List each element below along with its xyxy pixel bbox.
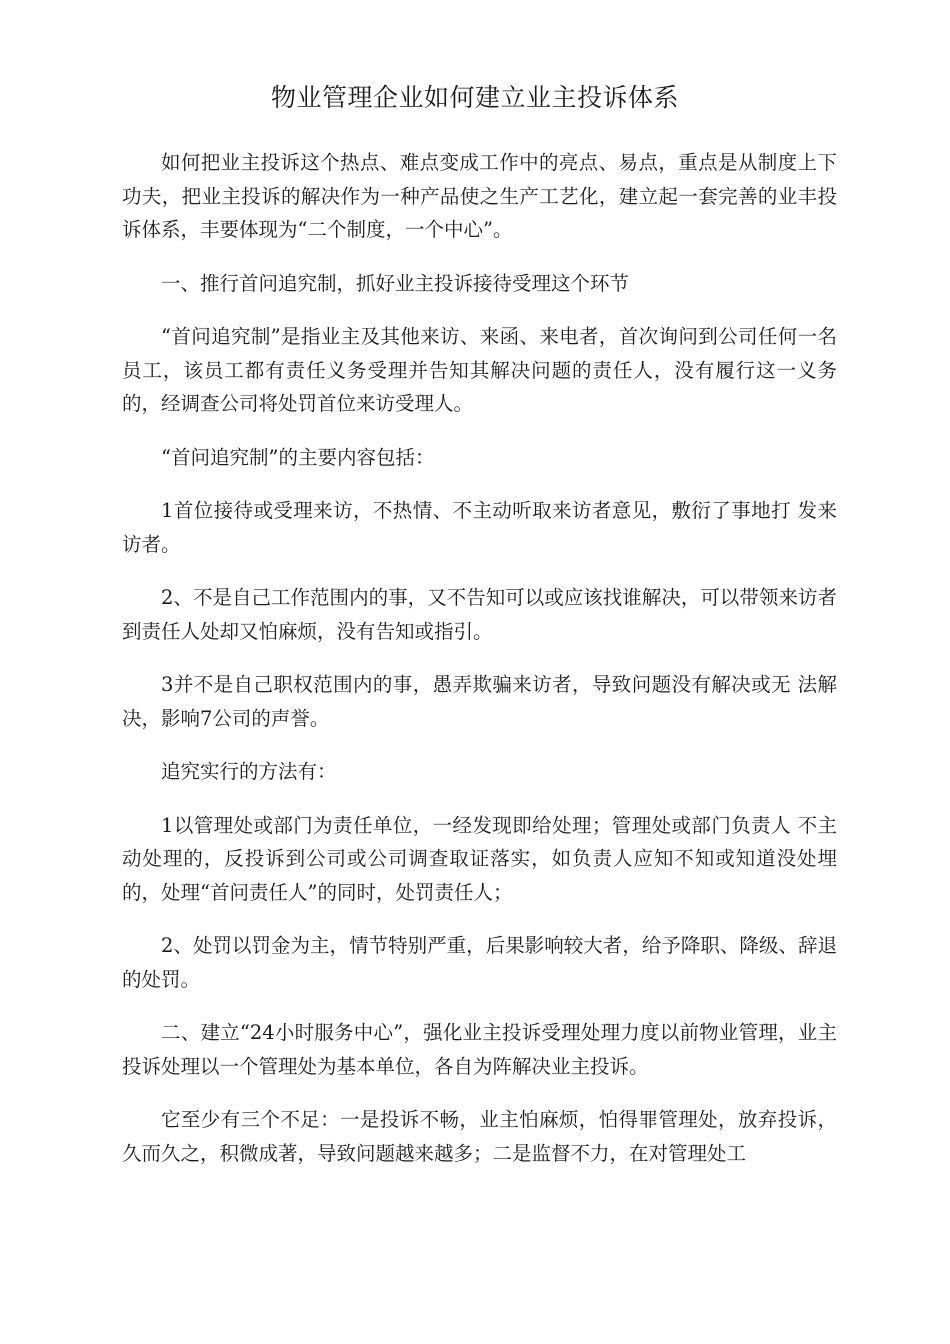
list-item: 1以管理处或部门为责任单位，一经发现即给处理；管理处或部门负责人 不主动处理的，反投诉到公司或公司调查取证落实，如负责人应知不知或知道没处埋的，处理“首问责任人”的同时，处罚责任人； bbox=[122, 813, 837, 904]
list-item: 2、不是自己工作范围内的事，又不告知可以或应该找谁解决，可以带领来访者到责任人处却又怕麻烦，没有告知或指引。 bbox=[122, 586, 837, 643]
document-body bbox=[122, 146, 837, 1190]
paragraph: “首问追究制”是指业主及其他来访、来函、来电者，首次询问到公司任何一名员工，该员工都有责任义务受理并告知其解决问题的责任人，没有履行这一义务的，经调查公司将处罚首位来访受理人。 bbox=[122, 325, 837, 415]
paragraph: 如何把业主投诉这个热点、难点变成工作中的亮点、易点，重点是从制度上下功夫，把业主投诉的解决作为一种产品使之生产工艺化，建立起一套完善的业丰投诉体系，丰要体现为“二个制度，一个中心”。 bbox=[122, 151, 837, 241]
document-title: 物业管理企业如何建立业主投诉体系 bbox=[270, 83, 679, 112]
list-item: 2、处罚以罚金为主，情节特别严重，后果影响较大者，给予降职、降级、辞退的处罚。 bbox=[122, 934, 837, 991]
list-item: 3并不是自己职权范围内的事，愚弄欺骗来访者，导致问题没有解决或无 法解决，影响7公司的声誉。 bbox=[122, 673, 837, 730]
paragraph: 追究实行的方法有： bbox=[161, 760, 337, 783]
section-heading: 一、推行首问追究制，抓好业主投诉接待受理这个环节 bbox=[161, 271, 630, 295]
list-item: 1首位接待或受理来访，不热情、不主动听取来访者意见，敷衍了事地打 发来访者。 bbox=[122, 499, 837, 556]
paragraph: 它至少有三个不足：一是投诉不畅，业主怕麻烦，怕得罪管理处，放弃投诉， 久而久之，积微成著，导致问题越来越多；二是监督不力，在对管理处工 bbox=[122, 1108, 837, 1165]
paragraph: “首问追究制”的主要内容包括： bbox=[161, 445, 435, 469]
section-heading: 二、建立“24小时服务中心”，强化业主投诉受理处理力度以前物业管理，业主投诉处理以一个管理处为基本单位，各自为阵解决业主投诉。 bbox=[122, 1021, 837, 1078]
